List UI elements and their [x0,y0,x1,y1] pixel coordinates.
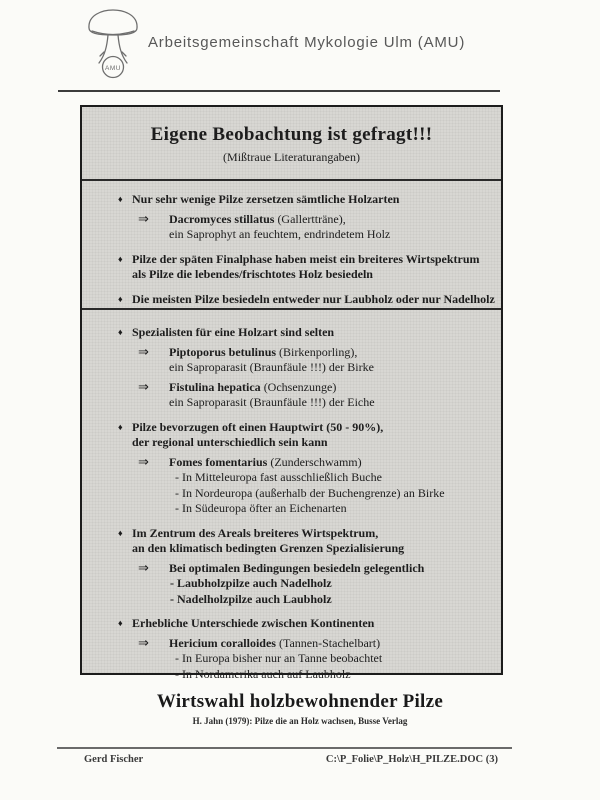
arrow-row [82,454,501,471]
arrow-statement-bold: Bei optimalen Bedingungen besiedeln gelegentlich [169,560,425,575]
bullet-heading: Pilze bevorzugen oft einen Hauptwirt (50 - 90%), [132,419,384,434]
arrow-row [82,635,501,652]
bullet-heading: Die meisten Pilze besiedeln entweder nur Laubholz oder nur Nadelholz [132,291,495,306]
diamond-bullet-icon: ♦ [118,194,123,204]
bullet-heading-cont: als Pilze die lebendes/frischtotes Holz besiedeln [132,267,373,281]
species-common-name: (Gallertträne), [274,211,346,226]
arrow-row [82,379,501,396]
bullet-item [82,325,501,411]
arrow-row [82,344,501,361]
double-arrow-icon: ⇒ [138,343,149,359]
species-line [169,345,357,359]
bullet-row [82,616,501,632]
arrow-statement [169,561,424,575]
header-rule [58,90,500,92]
double-arrow-icon: ⇒ [138,378,149,394]
species-name: Fistulina hepatica [169,379,261,394]
double-arrow-icon: ⇒ [138,634,149,650]
double-arrow-icon: ⇒ [138,210,149,226]
species-detail: ein Saprophyt an feuchtem, endrindetem Holz [169,227,391,241]
arrow-row [82,211,501,228]
bullet-row [82,292,501,308]
bullet-row [82,526,501,542]
slide-title-block [82,107,501,181]
species-name: Dacromyces stillatus [169,211,275,226]
dash-detail: - In Europa bisher nur an Tanne beobachtet [175,651,383,665]
bullet-heading: Spezialisten für eine Holzart sind selten [132,325,335,339]
species-name: Piptoporus betulinus [169,344,277,359]
slide-subtitle: (Mißtraue Literaturangaben) [223,150,360,164]
species-common-name: (Tannen-Stachelbart) [275,635,381,650]
diamond-bullet-icon: ♦ [118,421,123,432]
bullet-heading-cont: an den klimatisch bedingten Grenzen Spezialisierung [132,541,405,555]
dash-detail: - Nadelholzpilze auch Laubholz [170,591,332,606]
bullet-row [82,325,501,341]
bullet-row [82,252,501,268]
bullet-item [82,192,501,243]
logo-text: AMU [105,65,121,72]
bullet-item [82,252,501,283]
species-line [169,380,336,394]
diamond-bullet-icon: ♦ [118,327,123,337]
bullet-heading-cont: der regional unterschiedlich sein kann [132,435,328,449]
bullet-item [82,420,501,517]
dash-detail: - Laubholzpilze auch Nadelholz [170,576,332,590]
footer-author: Gerd Fischer [84,754,144,765]
amu-mushroom-logo-icon [84,8,142,85]
species-name: Hericium coralloides [169,635,276,650]
diamond-bullet-icon: ♦ [118,618,123,628]
dash-detail: - In Mitteleuropa fast ausschließlich Buche [175,470,382,484]
dash-detail: - In Nordeuropa (außerhalb der Buchengrenze) an Birke [175,485,445,500]
section-specialisation [82,310,501,682]
dash-detail: - In Südeuropa öfter an Eichenarten [175,501,347,515]
bullet-item [82,526,501,608]
dash-detail: - In Nordamerika auch auf Laubholz [175,666,351,681]
bullet-heading: Nur sehr wenige Pilze zersetzen sämtliche Holzarten [132,192,400,206]
bullet-item [82,292,501,308]
double-arrow-icon: ⇒ [138,453,149,469]
species-line [169,455,362,469]
org-name: Arbeitsgemeinschaft Mykologie Ulm (AMU) [148,34,466,51]
diamond-bullet-icon: ♦ [118,253,123,264]
species-common-name: (Birkenporling), [276,344,358,359]
species-line [169,636,380,650]
species-name: Fomes fomentarius [169,454,268,469]
double-arrow-icon: ⇒ [138,559,149,575]
mushroom-drawing-icon [84,8,142,80]
diamond-bullet-icon: ♦ [118,527,123,538]
bullet-item [82,616,501,682]
arrow-row [82,560,501,577]
diamond-bullet-icon: ♦ [118,293,123,304]
footer-file-path: C:\P_Folie\P_Holz\H_PILZE.DOC (3) [325,754,498,765]
bullet-heading: Pilze der späten Finalphase haben meist ein breiteres Wirtspektrum [132,251,480,266]
species-common-name: (Ochsenzunge) [260,379,337,394]
literature-reference: H. Jahn (1979): Pilze die an Holz wachsen, Busse Verlag [192,716,408,726]
page-title: Wirtswahl holzbewohnender Pilze [156,691,444,712]
bullet-heading: Erhebliche Unterschiede zwischen Kontinenten [132,616,375,630]
footer-rule [57,747,512,749]
section-general-rules [82,181,501,310]
species-detail: ein Saproparasit (Braunfäule !!!) der Birke [169,360,374,374]
species-line [169,212,346,226]
species-common-name: (Zunderschwamm) [267,454,362,469]
slide-box [80,105,503,681]
species-detail: ein Saproparasit (Braunfäule !!!) der Eiche [169,395,375,409]
bullet-row [82,420,501,436]
slide-title: Eigene Beobachtung ist gefragt!!! [150,124,433,145]
bullet-heading: Im Zentrum des Areals breiteres Wirtspektrum, [132,525,379,540]
bullet-row [82,192,501,208]
